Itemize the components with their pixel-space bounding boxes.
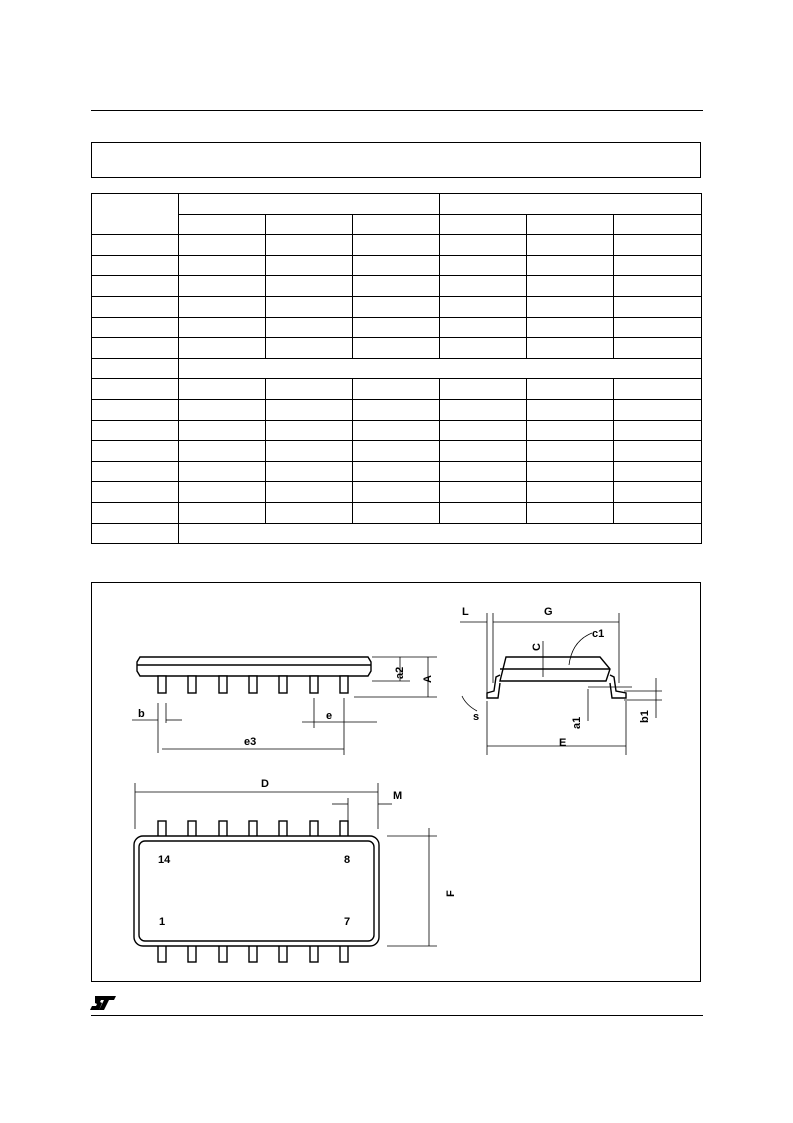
dim-label-s: s bbox=[473, 711, 480, 723]
table-header-row bbox=[92, 194, 702, 215]
dim-label-D: D bbox=[261, 778, 269, 790]
header-typ-cell bbox=[266, 214, 353, 235]
dimension-table bbox=[91, 193, 702, 544]
table-row bbox=[92, 420, 702, 441]
header-inch-cell bbox=[440, 194, 702, 215]
table-row bbox=[92, 296, 702, 317]
table-row bbox=[92, 399, 702, 420]
pin-label-1: 1 bbox=[159, 916, 166, 928]
dim-label-L: L bbox=[462, 606, 469, 618]
header-max-cell bbox=[353, 214, 440, 235]
dim-label-A: A bbox=[422, 675, 434, 683]
end-view bbox=[460, 613, 662, 755]
pin-label-7: 7 bbox=[344, 916, 351, 928]
header-min-cell bbox=[179, 214, 266, 235]
table-row bbox=[92, 338, 702, 359]
table-row bbox=[92, 482, 702, 503]
dim-label-G: G bbox=[544, 606, 553, 618]
dim-label-M: M bbox=[393, 790, 403, 802]
dim-label-a2: a2 bbox=[394, 666, 406, 679]
package-outline-drawing bbox=[92, 583, 702, 983]
dim-label-a1: a1 bbox=[571, 716, 583, 729]
header-min-cell bbox=[440, 214, 527, 235]
header-mm-cell bbox=[179, 194, 440, 215]
table-row-merged bbox=[92, 358, 702, 379]
dim-label-C: C bbox=[531, 643, 543, 651]
header-rule bbox=[91, 110, 703, 111]
table-row bbox=[92, 441, 702, 462]
dim-label-e: e bbox=[326, 710, 333, 722]
dim-label-e3: e3 bbox=[244, 736, 257, 748]
dim-label-E: E bbox=[559, 737, 567, 749]
header-typ-cell bbox=[527, 214, 614, 235]
header-max-cell bbox=[614, 214, 702, 235]
table-row bbox=[92, 379, 702, 400]
table-row bbox=[92, 317, 702, 338]
package-drawing-box bbox=[91, 582, 701, 982]
dim-label-c1: c1 bbox=[592, 628, 605, 640]
side-view bbox=[132, 657, 437, 755]
table-row bbox=[92, 461, 702, 482]
pin-label-14: 14 bbox=[158, 854, 171, 866]
table-row bbox=[92, 502, 702, 523]
header-dim-cell bbox=[92, 194, 179, 235]
table-title-box bbox=[91, 142, 701, 178]
table-row-merged bbox=[92, 523, 702, 544]
dim-label-b1: b1 bbox=[639, 710, 651, 723]
pin-label-8: 8 bbox=[344, 854, 351, 866]
footer-rule bbox=[91, 1015, 703, 1016]
table-row bbox=[92, 235, 702, 256]
dim-label-F: F bbox=[445, 890, 457, 897]
table-row bbox=[92, 276, 702, 297]
table-subheader-row bbox=[92, 214, 702, 235]
st-logo-icon bbox=[88, 993, 120, 1011]
dim-label-b: b bbox=[138, 708, 145, 720]
top-view bbox=[134, 783, 437, 962]
table-row bbox=[92, 255, 702, 276]
